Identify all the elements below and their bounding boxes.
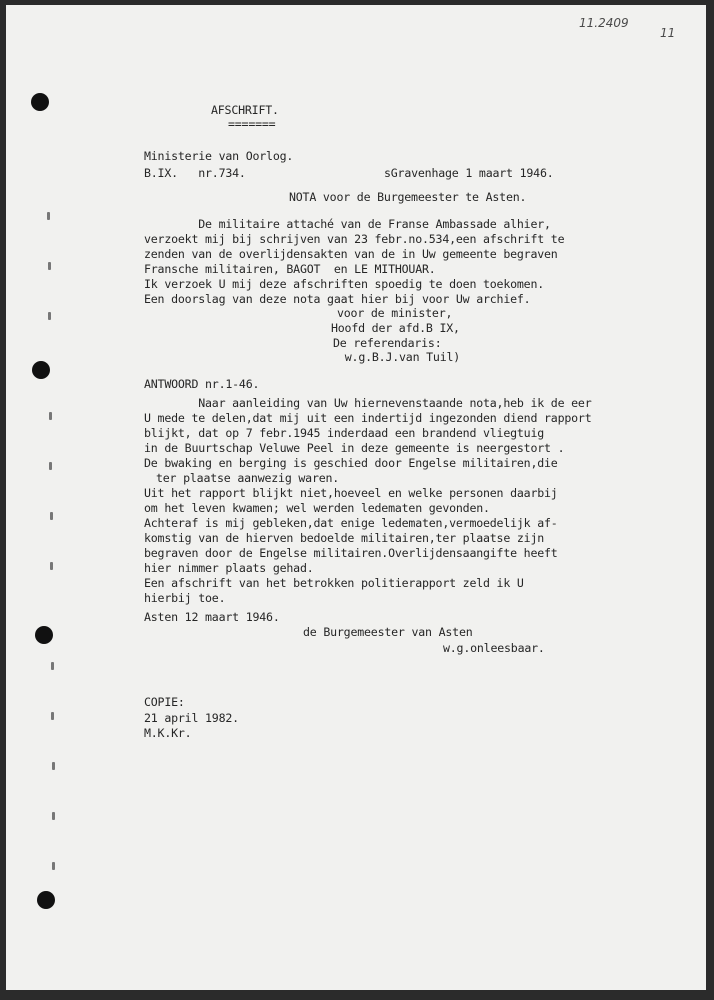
punch-hole <box>37 891 55 909</box>
margin-mark <box>47 212 50 220</box>
handwritten-page-number: 11 <box>660 26 676 40</box>
margin-mark <box>52 862 55 870</box>
closing-place-date: Asten 12 maart 1946. <box>144 610 280 624</box>
margin-mark <box>49 412 52 420</box>
document-title: AFSCHRIFT. <box>211 103 279 117</box>
margin-mark <box>51 712 54 720</box>
margin-mark <box>52 812 55 820</box>
margin-mark <box>49 462 52 470</box>
document-page: 11.2409 11 AFSCHRIFT. ======= Ministerie van Oorlog. B.IX. nr.734. sGravenhage 1 maart 1946. NOTA voor de Burgemeester te Asten. De militaire attaché van de Franse Ambassade alhier, verzoekt mij bij schrijven van 23 febr.no.534,een afschrift te zenden van de overlijdensakten van de in Uw gemeente begraven Fransche militairen, BAGOT en LE MITHOUAR. Ik verzoek U mij deze afschriften spoedig te doen toekomen. Een doorslag van deze nota gaat hier bij voor Uw archief. voor de minister, Hoofd der afd.B IX, De referendaris: w.g.B.J.van Tuil) ANTWOORD nr.1-46. Naar aanleiding van Uw hiernevenstaande nota,heb ik de eer U mede te delen,dat mij uit een indertijd ingezonden diend rapport blijkt, dat op 7 febr.1945 inderdaad een brandend vliegtuig in de Buurtschap Veluwe Peel in deze gemeente is neergestort . De bwaking en berging is geschied door Engelse militairen,die ter plaatse aanwezig waren. Uit het rapport blijkt niet,hoeveel en welke personen daarbij om het leven kwamen; wel werden ledematen gevonden. Achteraf is mij gebleken,dat enige ledematen,vermoedelijk af- komstig van de hierven bedoelde militairen,ter plaatse zijn begraven door de Engelse militairen.Overlijdensaangifte heeft hier nimmer plaats gehad. Een afschrift van het betrokken politierapport zeld ik U hierbij toe. Asten 12 maart 1946. de Burgemeester van Asten w.g.onleesbaar. COPIE: 21 april 1982. M.K.Kr. <box>6 5 706 990</box>
margin-mark <box>50 512 53 520</box>
reference-line: B.IX. nr.734. <box>144 166 246 180</box>
punch-hole <box>31 93 49 111</box>
margin-mark <box>50 562 53 570</box>
handwritten-ref: 11.2409 <box>579 16 629 30</box>
punch-hole <box>35 626 53 644</box>
margin-mark <box>48 312 51 320</box>
antwoord-title: ANTWOORD nr.1-46. <box>144 377 260 391</box>
punch-hole <box>32 361 50 379</box>
margin-mark <box>48 262 51 270</box>
place-date: sGravenhage 1 maart 1946. <box>384 166 554 180</box>
margin-mark <box>51 662 54 670</box>
margin-mark <box>52 762 55 770</box>
nota-title: NOTA voor de Burgemeester te Asten. <box>289 190 527 204</box>
ministry-line: Ministerie van Oorlog. <box>144 149 294 163</box>
title-underline: ======= <box>228 117 276 131</box>
